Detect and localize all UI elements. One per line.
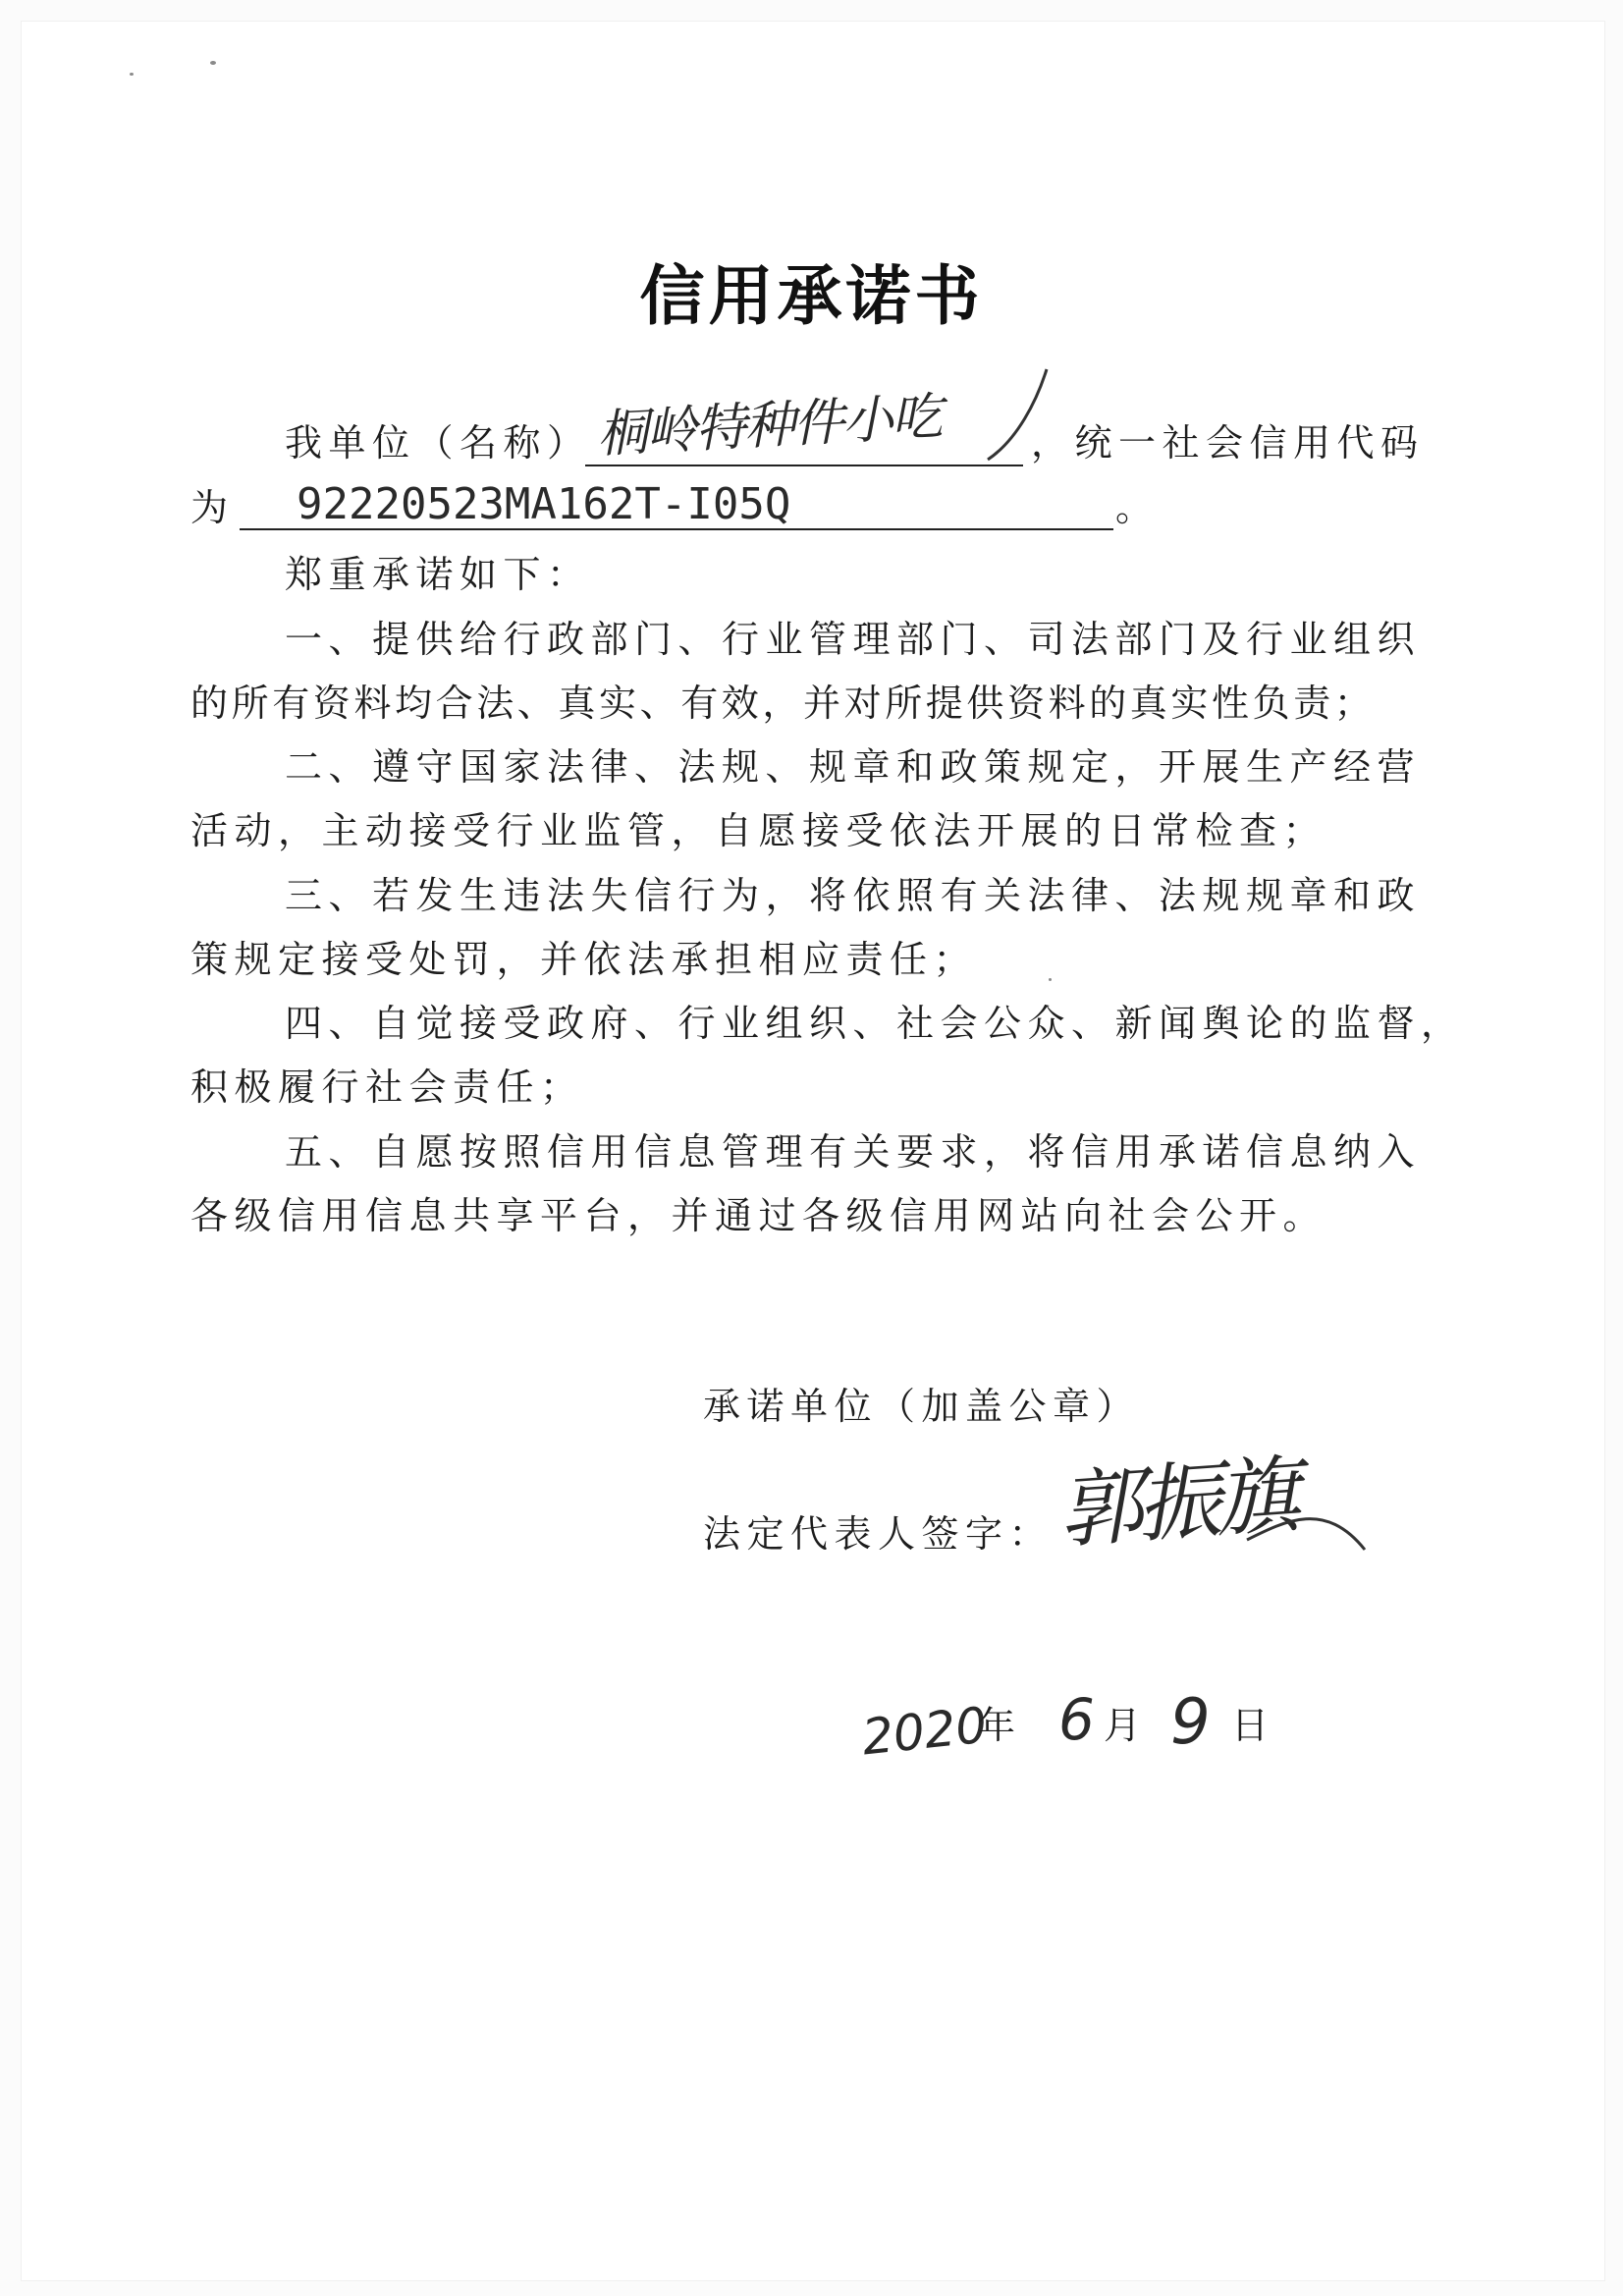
item-5-line-2: 各级信用信息共享平台，并通过各级信用网站向社会公开。 bbox=[190, 1194, 1327, 1237]
item-1-line-1: 一、提供给行政部门、行业管理部门、司法部门及行业组织 bbox=[285, 618, 1422, 661]
scan-speck bbox=[1049, 978, 1052, 981]
date-month-unit: 月 bbox=[1104, 1704, 1148, 1747]
code-prefix: 为 bbox=[190, 486, 235, 529]
legal-representative-signature: 郭振旗 bbox=[1055, 1446, 1298, 1561]
item-2-line-2: 活动，主动接受行业监管，自愿接受依法开展的日常检查； bbox=[190, 809, 1327, 852]
date-year-unit: 年 bbox=[978, 1704, 1022, 1747]
document-title: 信用承诺书 bbox=[639, 258, 984, 334]
intro-prefix: 我单位（名称） bbox=[285, 421, 591, 465]
company-name-underline bbox=[585, 465, 1023, 466]
item-3-line-1: 三、若发生违法失信行为，将依照有关法律、法规规章和政 bbox=[285, 874, 1422, 917]
date-month: 6 bbox=[1058, 1686, 1095, 1753]
item-4-line-1: 四、自觉接受政府、行业组织、社会公众、新闻舆论的监督， bbox=[285, 1002, 1465, 1045]
scan-speck bbox=[130, 73, 134, 76]
credit-code-handwritten: 92220523MA162T-I05Q bbox=[297, 479, 791, 529]
intro-suffix: ，统一社会信用代码 bbox=[1031, 421, 1425, 465]
lead-statement: 郑重承诺如下： bbox=[285, 553, 591, 596]
item-3-line-2: 策规定接受处罚，并依法承担相应责任； bbox=[190, 938, 978, 981]
item-2-line-1: 二、遵守国家法律、法规、规章和政策规定，开展生产经营 bbox=[285, 745, 1422, 789]
item-4-line-2: 积极履行社会责任； bbox=[190, 1066, 584, 1109]
legal-representative-label: 法定代表人签字： bbox=[703, 1512, 1054, 1556]
code-suffix: 。 bbox=[1115, 486, 1160, 529]
scan-speck bbox=[210, 61, 216, 65]
date-year: 2020 bbox=[859, 1696, 990, 1767]
signature-stroke bbox=[1237, 1481, 1375, 1569]
date-day: 9 bbox=[1170, 1686, 1211, 1759]
commitment-unit-label: 承诺单位（加盖公章） bbox=[703, 1385, 1141, 1428]
company-name-handwritten: 桐岭特种件小吃 bbox=[595, 387, 943, 465]
item-5-line-1: 五、自愿按照信用信息管理有关要求，将信用承诺信息纳入 bbox=[285, 1130, 1422, 1174]
date-day-unit: 日 bbox=[1231, 1704, 1275, 1747]
item-1-line-2: 的所有资料均合法、真实、有效，并对所提供资料的真实性负责； bbox=[190, 682, 1376, 725]
